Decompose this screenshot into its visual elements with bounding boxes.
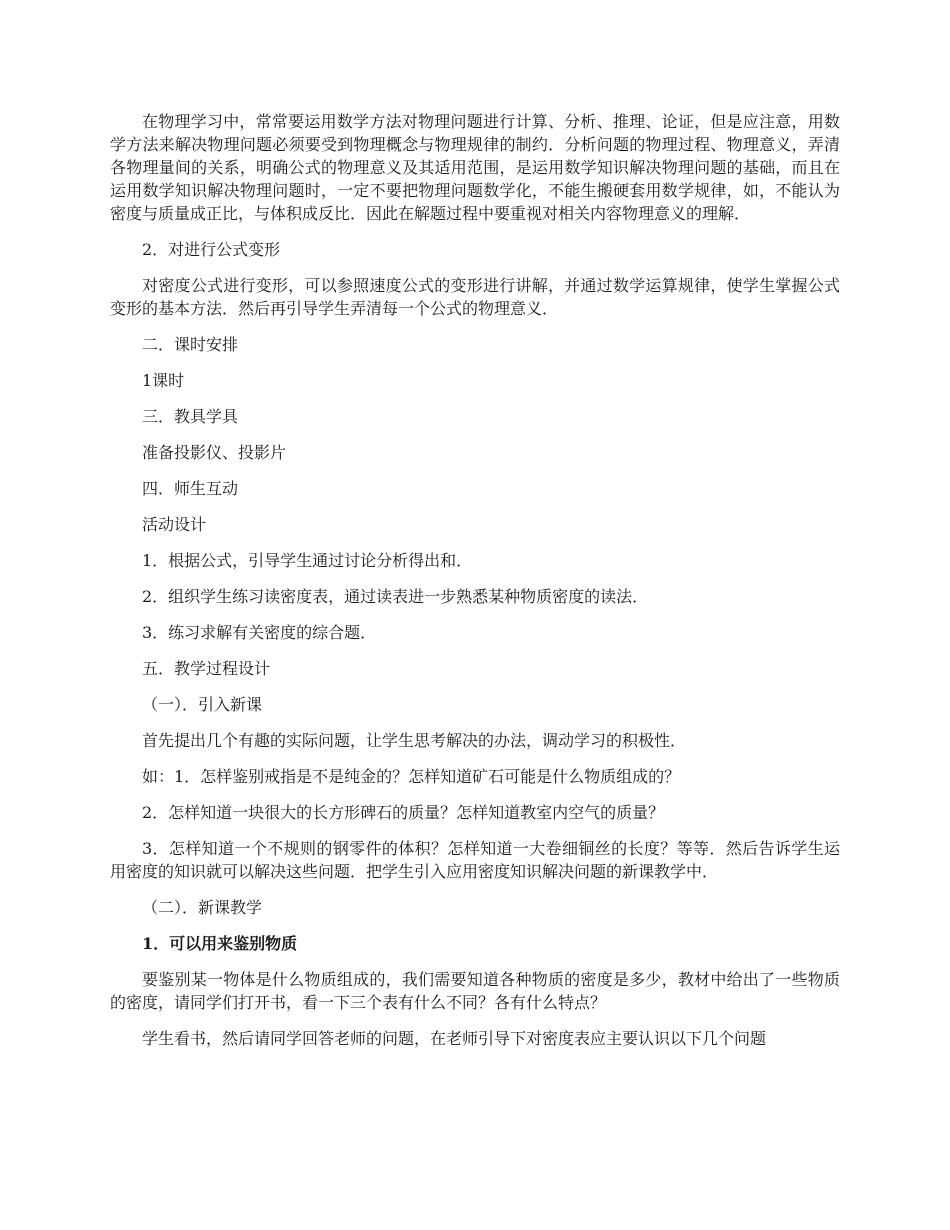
heading-formula-transform: 2．对进行公式变形	[142, 240, 281, 259]
heading-process-design: 五．教学过程设计	[142, 659, 271, 678]
heading-class-schedule: 二．课时安排	[142, 335, 239, 354]
paragraph-formula-transform: 对密度公式进行变形，可以参照速度公式的变形进行讲解，并通过数学运算规律，使学生掌握公式变形的基本方法．然后再引导学生弄清每一个公式的物理意义．	[110, 276, 840, 318]
heading-introduction: （一）．引入新课	[142, 695, 263, 714]
text-introduction: 首先提出几个有趣的实际问题，让学生思考解决的办法，调动学习的积极性．	[142, 731, 687, 750]
heading-new-lesson: （二）．新课教学	[142, 898, 263, 917]
list-item-activity-3: 3．练习求解有关密度的综合题．	[142, 623, 377, 642]
heading-interaction: 四．师生互动	[142, 479, 239, 498]
heading-teaching-aids: 三．教具学具	[142, 407, 239, 426]
paragraph-intro: 在物理学习中，常常要运用数学方法对物理问题进行计算、分析、推理、论证，但是应注意，用数学方法来解决物理问题必须要受到物理概念与物理规律的制约．分析问题的物理过程、物理意义，弄清各物理量间的关系，明确公式的物理意义及其适用范围，是运用数学知识解决物理问题的基础，而且在运用数学知识解决物理问题时，一定不要把物理问题数学化，不能生搬硬套用数学规律，如，不能认为密度与质量成正比，与体积成反比．因此在解题过程中要重视对相关内容物理意义的理解．	[110, 112, 840, 223]
paragraph-identify-matter: 要鉴别某一物体是什么物质组成的，我们需要知道各种物质的密度是多少，教材中给出了一些物质的密度，请同学们打开书，看一下三个表有什么不同？各有什么特点？	[110, 970, 840, 1012]
paragraph-students-read: 学生看书，然后请同学回答老师的问题，在老师引导下对密度表应主要认识以下几个问题	[142, 1029, 767, 1048]
text-class-hours: 1课时	[142, 371, 185, 390]
heading-identify-matter: 1．可以用来鉴别物质	[142, 934, 298, 953]
list-item-question-3: 3．怎样知道一个不规则的钢零件的体积？怎样知道一大卷细铜丝的长度？等等．然后告诉学生运用密度的知识就可以解决这些问题．把学生引入应用密度知识解决问题的新课教学中．	[110, 839, 840, 881]
list-item-question-1: 如：1．怎样鉴别戒指是不是纯金的？怎样知道矿石可能是什么物质组成的？	[142, 767, 681, 786]
list-item-question-2: 2．怎样知道一块很大的长方形碑石的质量？怎样知道教室内空气的质量？	[142, 803, 665, 822]
text-activity-design: 活动设计	[142, 515, 207, 534]
text-teaching-aids: 准备投影仪、投影片	[142, 443, 287, 462]
document-page	[110, 110, 840, 1063]
list-item-activity-2: 2．组织学生练习读密度表，通过读表进一步熟悉某种物质密度的读法．	[142, 587, 649, 606]
list-item-activity-1: 1．根据公式，引导学生通过讨论分析得出和．	[142, 551, 473, 570]
